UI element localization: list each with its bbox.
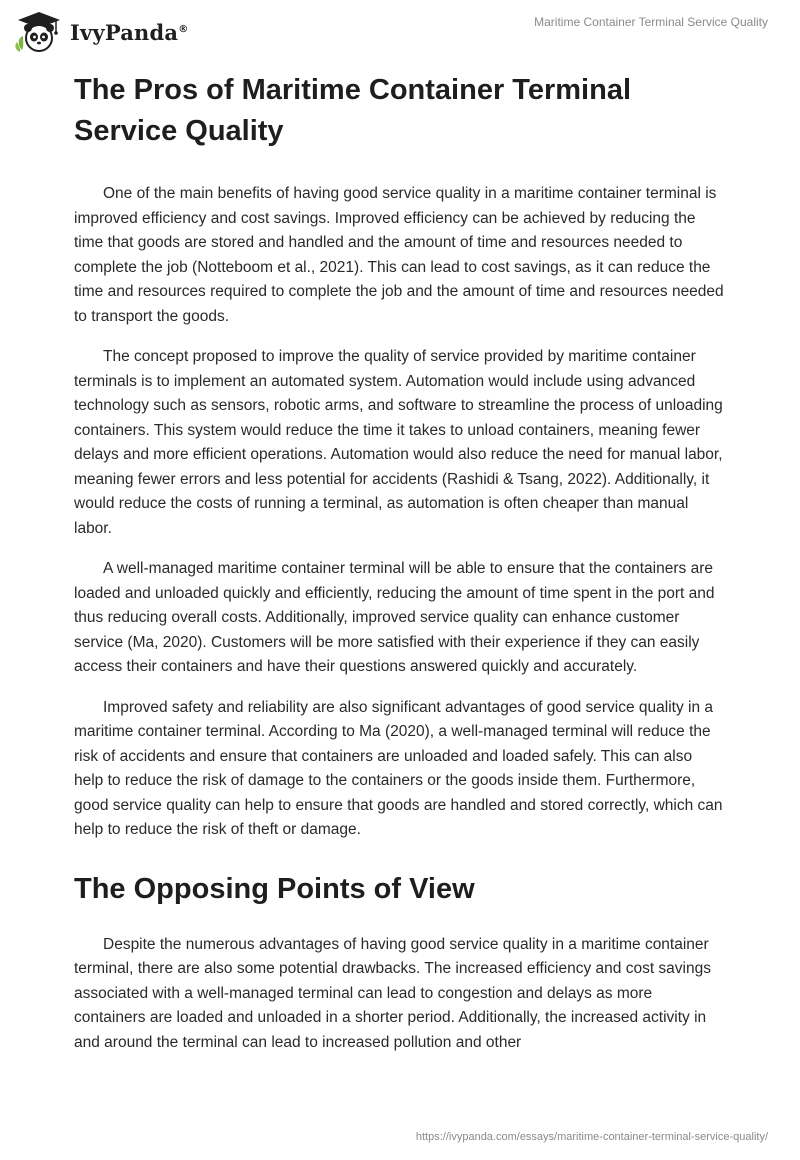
panda-graduate-logo-icon [14, 10, 64, 54]
registered-mark: ® [178, 23, 189, 35]
section-heading-pros: The Pros of Maritime Container Terminal Service Quality [74, 74, 632, 147]
logo[interactable] [14, 10, 188, 54]
paragraph: Improved safety and reliability are also significant advantages of good service quality in a maritime container terminal. According to Ma (2020), a well-managed terminal will reduce the risk of accidents and ensure that containers are unloaded and loaded safely. This can also help to reduce the risk of damage to the containers or the goods inside them. Furthermore, good service quality can help to ensure that goods are handled and stored correctly, which can help to reduce the risk of theft or damage. [74, 698, 723, 838]
essay-content [74, 70, 724, 1071]
source-url[interactable]: https://ivypanda.com/essays/maritime-container-terminal-service-quality/ [415, 1131, 768, 1143]
page-header [0, 0, 800, 66]
section-heading-opposing: The Opposing Points of View [74, 872, 475, 905]
brand-name: IvyPanda® [70, 19, 189, 45]
paragraph: Despite the numerous advantages of having good service quality in a maritime container terminal, there are also some potential drawbacks. The increased efficiency and cost savings associated with a well-managed terminal can lead to congestion and delays as more containers are loaded and unloaded in a shorter period. Additionally, the increased activity in and around the terminal can lead to increased pollution and other [74, 935, 711, 1051]
paragraph: The concept proposed to improve the quality of service provided by maritime container terminals is to implement an automated system. Automation would include using advanced technology such as sensors, robotic arms, and software to streamline the process of unloading containers. This system would reduce the time it takes to unload containers, meaning fewer delays and more efficient operations. Automation would also reduce the need for manual labor, meaning fewer errors and less potential for accidents (Rashidi & Tsang, 2022). Additionally, it would reduce the costs of running a terminal, as automation is often cheaper than manual labor. [74, 348, 723, 537]
document-title: Maritime Container Terminal Service Quality [534, 15, 768, 29]
paragraph: One of the main benefits of having good service quality in a maritime container terminal is improved efficiency and cost savings. Improved efficiency can be achieved by reducing the time that goods are stored and handled and the amount of time and resources needed to complete the job (Notteboom et al., 2021). This can lead to cost savings, as it can reduce the time and resources required to complete the job and the amount of time and resources needed to transport the goods. [74, 185, 724, 325]
paragraph: A well-managed maritime container terminal will be able to ensure that the containers are loaded and unloaded quickly and efficiently, reducing the amount of time spent in the port and thus reducing overall costs. Additionally, improved service quality can enhance customer service (Ma, 2020). Customers will be more satisfied with their experience if they can easily access their containers and have their questions answered quickly and accurately. [74, 560, 715, 675]
